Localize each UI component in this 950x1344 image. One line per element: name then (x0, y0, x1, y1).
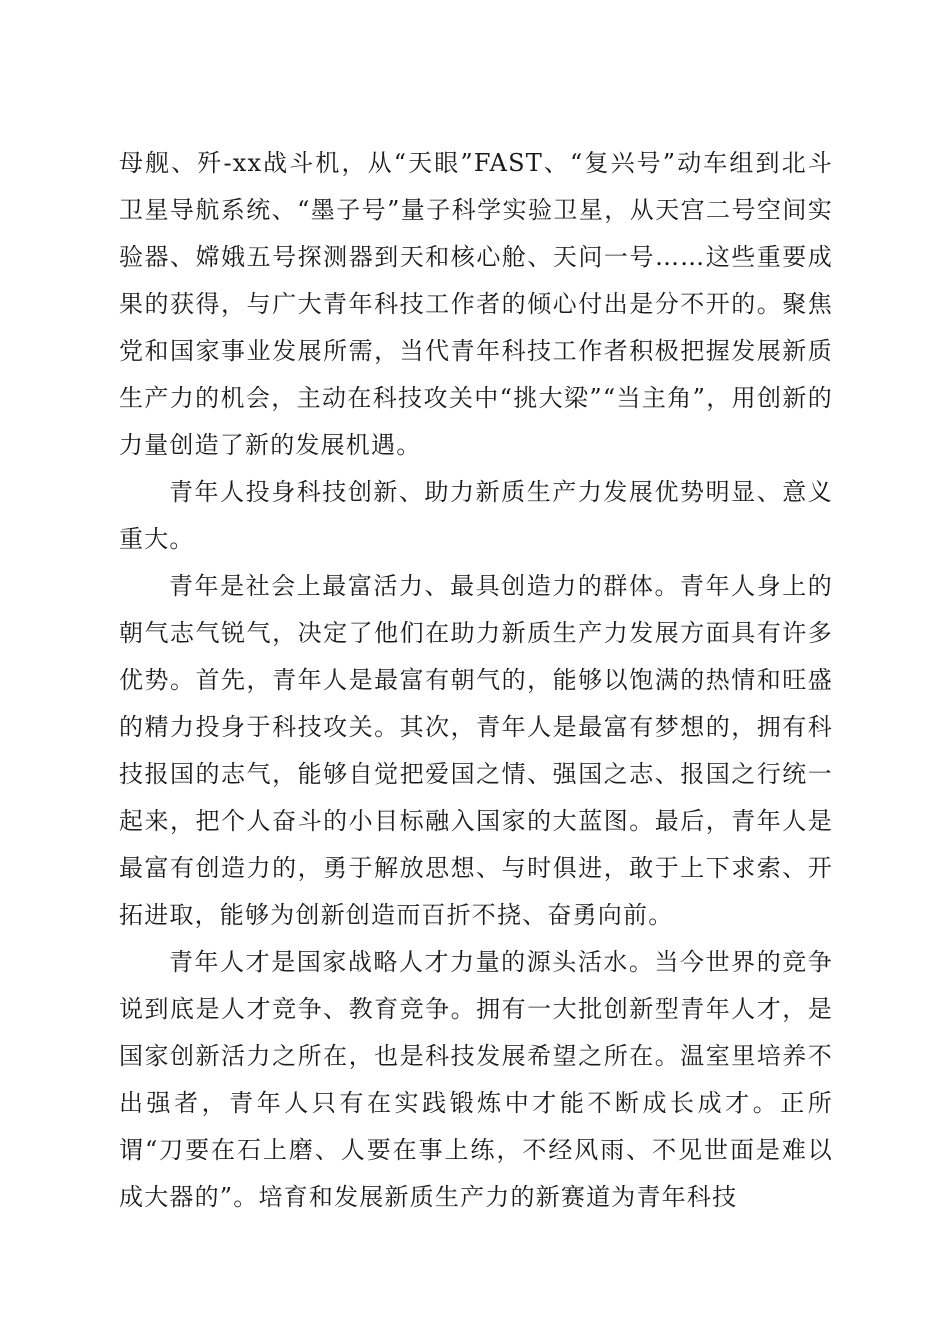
paragraph-advantages-intro: 青年人投身科技创新、助力新质生产力发展优势明显、意义重大。 (119, 478, 833, 553)
document-body (119, 140, 833, 1221)
paragraph-youth-talent: 青年人才是国家战略人才力量的源头活水。当今世界的竞争说到底是人才竞争、教育竞争。拥有一大批创新型青年人才，是国家创新活力之所在，也是科技发展希望之所在。温室里培养不出强者，青年人只有在实践锻炼中才能不断成长成才。正所谓“刀要在石上磨、人要在事上练，不经风雨、不见世面是难以成大器的”。培育和发展新质生产力的新赛道为青年科技 (119, 948, 833, 1211)
paragraph-achievements: 母舰、歼-xx战斗机，从“天眼”FAST、“复兴号”动车组到北斗卫星导航系统、“墨子号”量子科学实验卫星，从天宫二号空间实验器、嫦娥五号探测器到天和核心舱、天问一号……这些重要成果的获得，与广大青年科技工作者的倾心付出是分不开的。聚焦党和国家事业发展所需，当代青年科技工作者积极把握发展新质生产力的机会，主动在科技攻关中“挑大梁”“当主角”，用创新的力量创造了新的发展机遇。 (119, 149, 833, 459)
paragraph-youth-vitality: 青年是社会上最富活力、最具创造力的群体。青年人身上的朝气志气锐气，决定了他们在助力新质生产力发展方面具有许多优势。首先，青年人是最富有朝气的，能够以饱满的热情和旺盛的精力投身于科技攻关。其次，青年人是最富有梦想的，拥有科技报国的志气，能够自觉把爱国之情、强国之志、报国之行统一起来，把个人奋斗的小目标融入国家的大蓝图。最后，青年人是最富有创造力的，勇于解放思想、与时俱进，敢于上下求索、开拓进取，能够为创新创造而百折不挠、奋勇向前。 (119, 572, 833, 929)
